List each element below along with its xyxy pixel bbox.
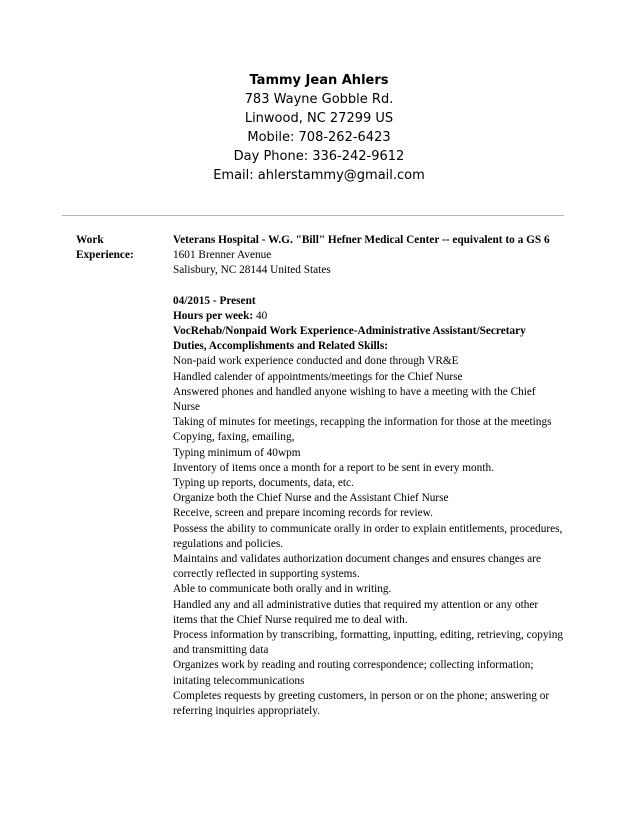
city-state-zip: Linwood, NC 27299 US bbox=[244, 111, 394, 126]
section-divider bbox=[62, 215, 564, 216]
hours-label: Hours per week: bbox=[173, 309, 254, 322]
duties-list bbox=[173, 354, 564, 719]
street-address: 783 Wayne Gobble Rd. bbox=[244, 92, 394, 107]
employer-address-line1: 1601 Brenner Avenue bbox=[173, 249, 272, 262]
duty-item: Inventory of items once a month for a report to be sent in every month. bbox=[173, 461, 494, 474]
duty-item: Answered phones and handled anyone wishing to have a meeting with the Chief Nurse bbox=[173, 385, 536, 414]
duties-heading: Duties, Accomplishments and Related Skills: bbox=[173, 340, 388, 353]
employer-name: Veterans Hospital - W.G. "Bill" Hefner Medical Center -- equivalent to a GS 6 bbox=[173, 234, 550, 246]
duty-item: Copying, faxing, emailing, bbox=[173, 431, 295, 444]
employment-dates: 04/2015 - Present bbox=[173, 294, 256, 307]
duty-item: Organizes work by reading and routing correspondence; collecting information; initating telecommunications bbox=[173, 659, 534, 687]
section-label bbox=[76, 233, 166, 263]
duty-item: Handled calender of appointments/meetings for the Chief Nurse bbox=[173, 370, 463, 383]
duty-item: Typing up reports, documents, data, etc. bbox=[173, 477, 354, 490]
hours-per-week bbox=[173, 309, 564, 324]
duty-item: Maintains and validates authorization document changes and ensures changes are correctly reflected in supporting systems. bbox=[173, 553, 541, 581]
duty-item: Able to communicate both orally and in writing. bbox=[173, 583, 392, 596]
duty-item: Handled any and all administrative duties that required my attention or any other items that the Chief Nurse required me to deal with. bbox=[173, 598, 539, 626]
section-label-line2: Experience: bbox=[76, 249, 134, 262]
job-title: VocRehab/Nonpaid Work Experience-Administrative Assistant/Secretary bbox=[173, 325, 526, 338]
duty-item: Taking of minutes for meetings, recapping the information for those at the meetings bbox=[173, 416, 552, 429]
spacer bbox=[173, 279, 564, 294]
email-address: Email: ahlerstammy@gmail.com bbox=[213, 168, 425, 183]
work-entry bbox=[173, 233, 564, 719]
contact-header bbox=[0, 71, 638, 185]
employer-address-line2: Salisbury, NC 28144 United States bbox=[173, 264, 331, 277]
day-phone: Day Phone: 336-242-9612 bbox=[233, 149, 405, 164]
section-label-line1: Work bbox=[76, 234, 104, 246]
applicant-name: Tammy Jean Ahlers bbox=[249, 73, 389, 88]
duty-item: Receive, screen and prepare incoming records for review. bbox=[173, 507, 433, 520]
duty-item: Process information by transcribing, formatting, inputting, editing, retrieving, copying and transmitting data bbox=[173, 629, 563, 657]
hours-value: 40 bbox=[255, 309, 268, 322]
duty-item: Possess the ability to communicate orally in order to explain entitlements, procedures, regulations and policies. bbox=[173, 522, 563, 550]
mobile-phone: Mobile: 708-262-6423 bbox=[247, 130, 391, 145]
duty-item: Non-paid work experience conducted and done through VR&E bbox=[173, 355, 459, 368]
duty-item: Completes requests by greeting customers, in person or on the phone; answering or referring inquiries appropriately. bbox=[173, 689, 550, 718]
duty-item: Organize both the Chief Nurse and the Assistant Chief Nurse bbox=[173, 492, 449, 505]
duty-item: Typing minimum of 40wpm bbox=[173, 446, 301, 459]
